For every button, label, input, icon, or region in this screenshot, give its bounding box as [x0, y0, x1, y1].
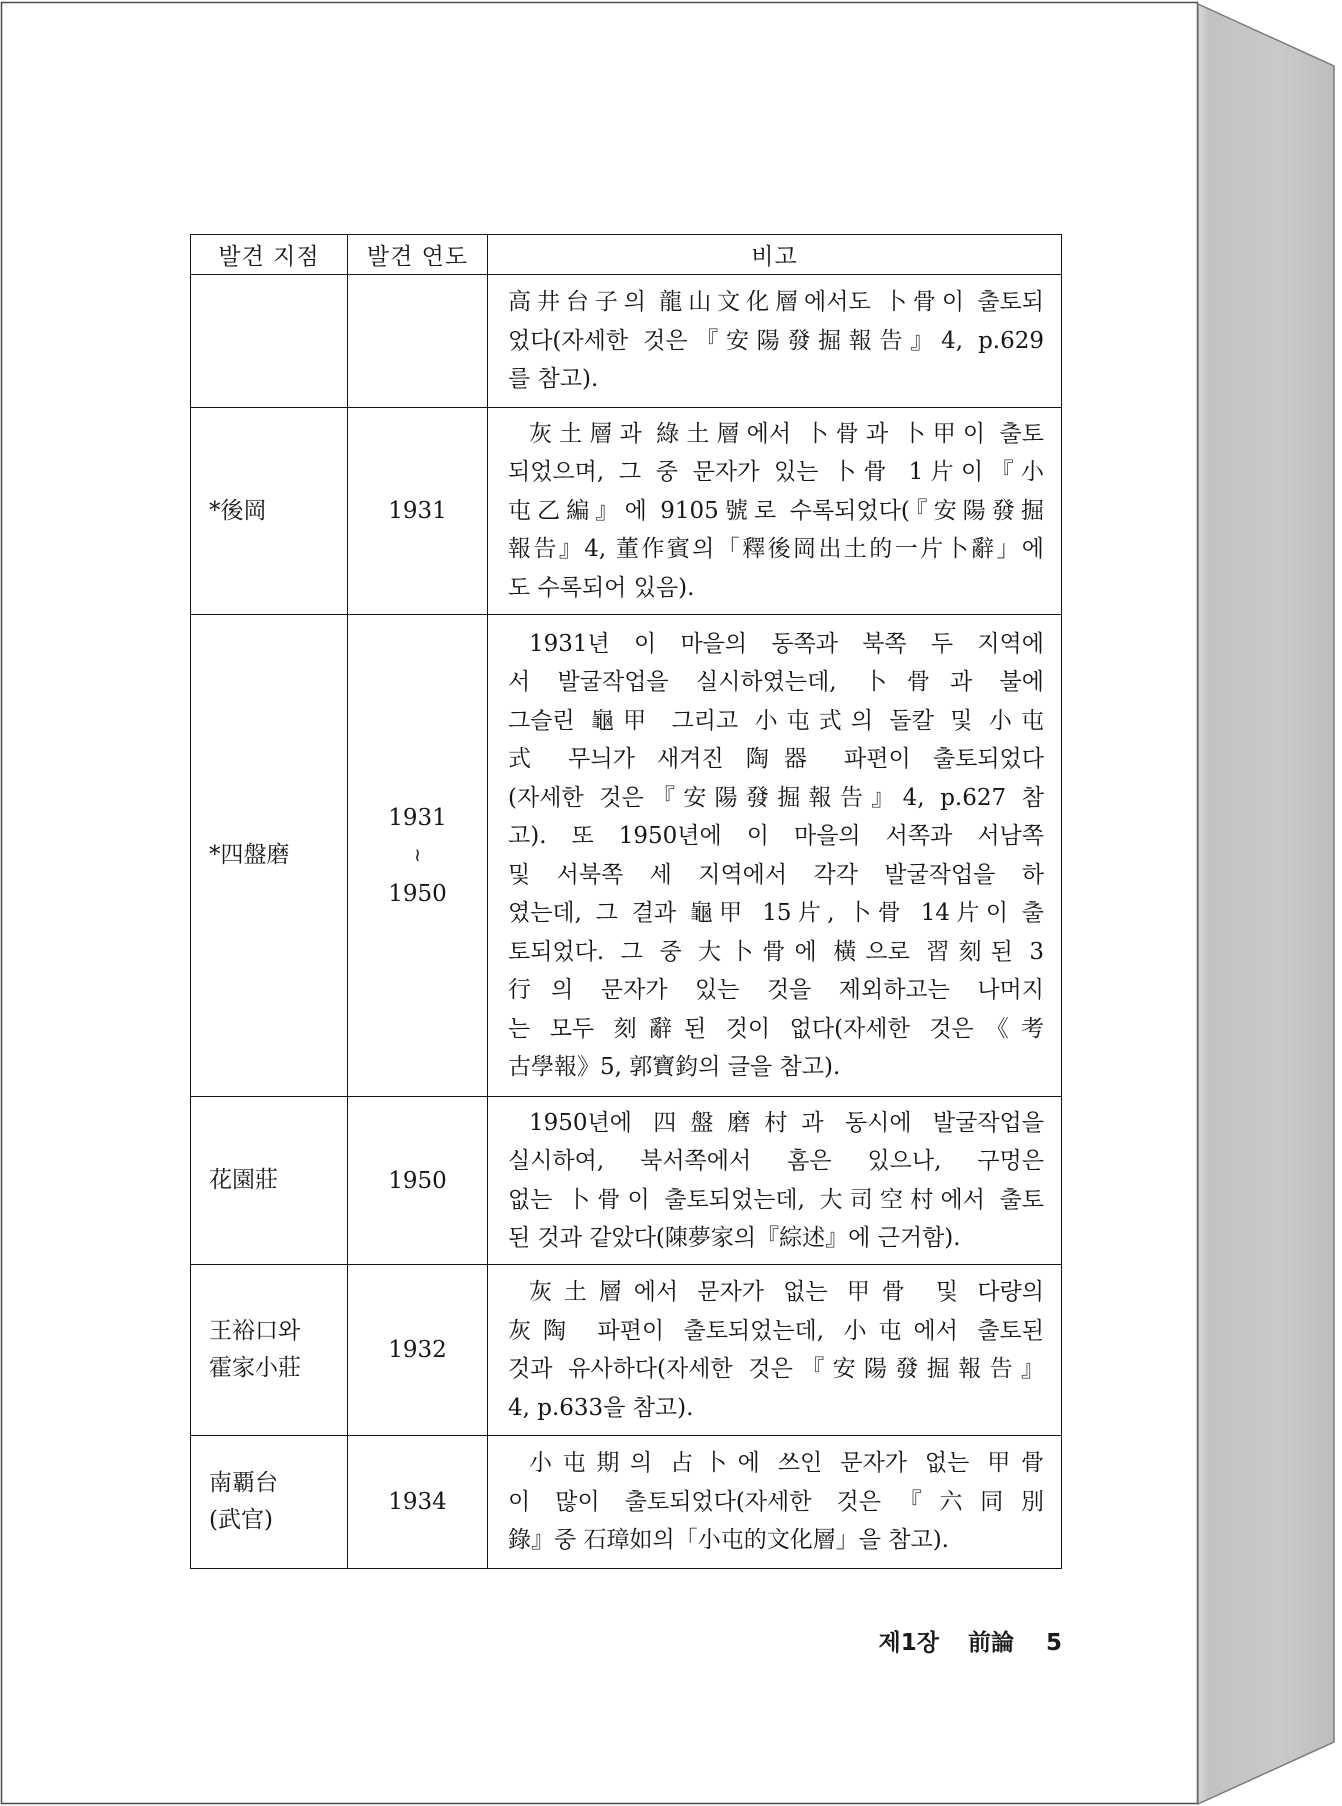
- note-line: 小屯期의 占卜에 쓰인 문자가 없는 甲骨: [529, 1450, 1044, 1477]
- table-row: [191, 1097, 1062, 1265]
- page-edge-shading: [1198, 4, 1334, 1804]
- note-cell: [488, 1265, 1062, 1436]
- note-cell: [488, 275, 1062, 408]
- year-line: 1931: [388, 498, 447, 524]
- note-line: 그슬린 龜甲 그리고 小屯式의 돌칼 및 小屯: [508, 707, 1044, 734]
- site-line: 霍家小莊: [209, 1355, 301, 1381]
- note-line: 를 참고).: [508, 366, 599, 393]
- year-line: 1950: [388, 880, 447, 907]
- site-line: 花園莊: [209, 1167, 278, 1193]
- header-year: 발견 연도: [348, 235, 488, 275]
- note-line: 없는 卜骨이 출토되었는데, 大司空村에서 출토: [508, 1186, 1044, 1213]
- site-cell: [191, 1097, 348, 1265]
- note-line: 1950년에 四盤磨村과 동시에 발굴작업을: [529, 1109, 1044, 1136]
- table-row: [191, 275, 1062, 408]
- table-row: [191, 1436, 1062, 1569]
- site-line: (武官): [209, 1507, 273, 1533]
- year-cell: [348, 1436, 488, 1569]
- page-number: 5: [1045, 1630, 1062, 1656]
- note-line: 이 많이 출토되었다(자세한 것은『六同別: [508, 1488, 1044, 1515]
- note-line: 서 발굴작업을 실시하였는데, 卜骨과 불에: [508, 669, 1044, 695]
- site-line: *四盤磨: [209, 842, 290, 868]
- note-line: 된 것과 같았다(陳夢家의『綜述』에 근거함).: [508, 1225, 961, 1251]
- note-line: 古學報》5, 郭寶鈞의 글을 참고).: [508, 1054, 841, 1080]
- year-line: 1934: [388, 1489, 447, 1515]
- note-cell: [488, 1436, 1062, 1569]
- note-line: 屯乙編』에 9105號로 수록되었다(『安陽發掘: [508, 497, 1044, 524]
- footer-chapter-title: 前論: [967, 1630, 1014, 1656]
- site-cell: [191, 1436, 348, 1569]
- note-line: 報告』4, 董作賓의「釋後岡出土的一片卜辭」에: [508, 536, 1044, 563]
- year-cell: [348, 615, 488, 1097]
- note-line: 灰陶 파편이 출토되었는데, 小屯에서 출토된: [508, 1317, 1044, 1344]
- note-line: 灰土層에서 문자가 없는 甲骨 및 다량의: [529, 1279, 1044, 1305]
- site-cell: [191, 408, 348, 615]
- table-row: [191, 615, 1062, 1097]
- note-line: 灰土層과 綠土層에서 卜骨과 卜甲이 출토: [529, 420, 1044, 447]
- header-note: 비고: [488, 235, 1062, 275]
- page-footer: [879, 1624, 1062, 1657]
- note-line: 었다(자세한 것은『安陽發掘報告』4, p.629: [508, 327, 1044, 354]
- year-cell: [348, 1097, 488, 1265]
- note-line: 토되었다. 그 중 大卜骨에 橫으로 習刻된 3: [508, 938, 1044, 965]
- note-line: 4, p.633을 참고).: [508, 1394, 694, 1421]
- note-line: 1931년 이 마을의 동쪽과 북쪽 두 지역에: [529, 630, 1044, 657]
- year-cell: [348, 275, 488, 408]
- table-row: [191, 408, 1062, 615]
- year-line: 1931: [388, 804, 447, 831]
- header-site: 발견 지점: [191, 235, 348, 275]
- note-line: 는 모두 刻辭된 것이 없다(자세한 것은《考: [508, 1015, 1044, 1042]
- site-cell: [191, 615, 348, 1097]
- note-line: 도 수록되어 있음).: [508, 574, 695, 601]
- site-line: *後岡: [209, 497, 267, 524]
- note-line: 高井台子의 龍山文化層에서도 卜骨이 출토되: [508, 289, 1044, 316]
- note-line: 되었으며, 그 중 문자가 있는 卜骨 1片이『小: [508, 459, 1044, 486]
- footer-chapter: 제1장: [878, 1630, 939, 1656]
- year-cell: [348, 1265, 488, 1436]
- note-line: 行의 문자가 있는 것을 제외하고는 나머지: [508, 977, 1044, 1003]
- note-line: 고). 또 1950년에 이 마을의 서쪽과 서남쪽: [508, 823, 1044, 849]
- note-cell: [488, 408, 1062, 615]
- year-line: 1932: [388, 1337, 447, 1363]
- note-line: 것과 유사하다(자세한 것은『安陽發掘報告』: [508, 1356, 1044, 1382]
- site-cell: [191, 1265, 348, 1436]
- site-line: 王裕口와: [209, 1318, 301, 1344]
- discovery-sites-table: [190, 234, 1062, 1569]
- range-wave-mark: ≀: [414, 844, 421, 866]
- year-line: 1950: [388, 1167, 447, 1194]
- note-line: 였는데, 그 결과 龜甲 15片, 卜骨 14片이 출: [508, 900, 1044, 926]
- note-line: 및 서북쪽 세 지역에서 각각 발굴작업을 하: [508, 861, 1044, 888]
- note-line: 錄』중 石璋如의「小屯的文化層」을 참고).: [508, 1527, 949, 1554]
- site-line: 南覇台: [209, 1470, 278, 1496]
- note-line: 실시하여, 북서쪽에서 홈은 있으나, 구멍은: [508, 1148, 1044, 1174]
- site-cell: [191, 275, 348, 408]
- note-cell: [488, 615, 1062, 1097]
- note-cell: [488, 1097, 1062, 1265]
- note-line: (자세한 것은『安陽發掘報告』4, p.627 참: [508, 784, 1044, 811]
- table-header-row: [191, 235, 1062, 275]
- note-line: 式 무늬가 새겨진 陶器 파편이 출토되었다: [508, 746, 1044, 772]
- year-cell: [348, 408, 488, 615]
- table-row: [191, 1265, 1062, 1436]
